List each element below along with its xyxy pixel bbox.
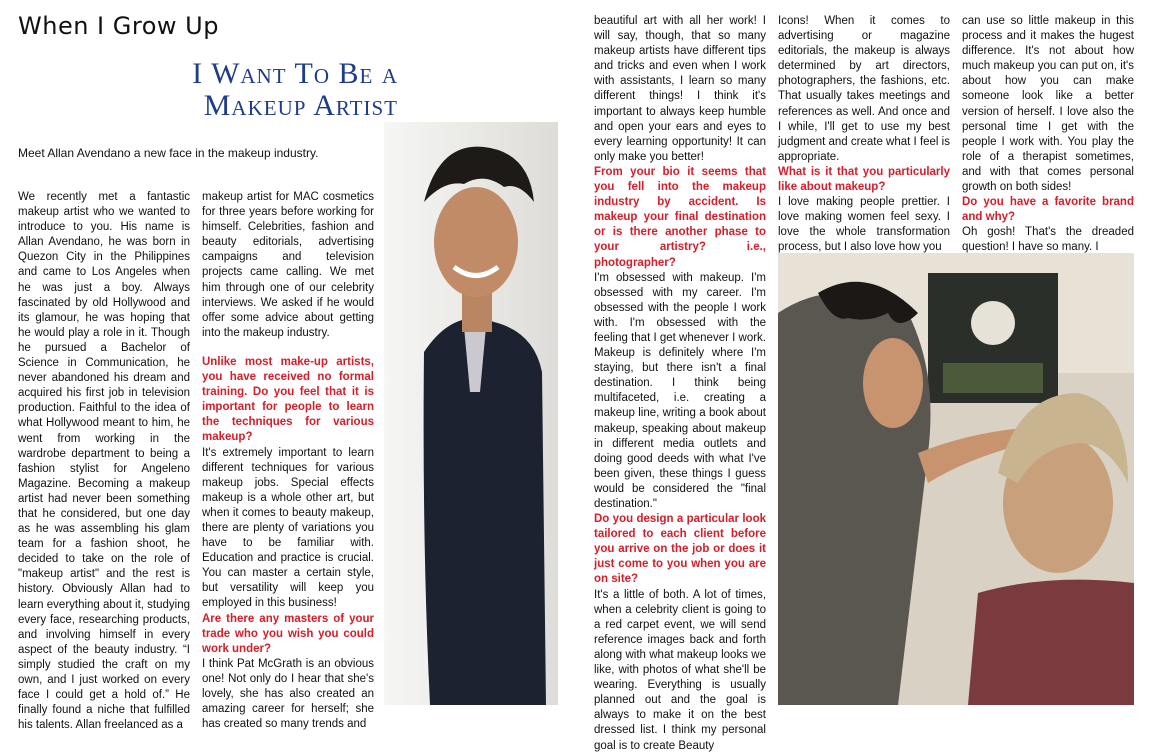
portrait-photo xyxy=(384,122,558,705)
interview-answer: It's extremely important to learn different techniques for various makeup jobs. Special effects makeup is a whole other art, but when it comes to beauty makeup, there are plenty of variations you have to be familiar with. Education and practice is crucial. You can master a certain style, but versatility will keep you employed in this business! xyxy=(202,446,374,610)
article-column-3 xyxy=(594,14,766,754)
section-label: When I Grow Up xyxy=(18,12,219,40)
interview-answer: Oh gosh! That's the dreaded question! I have so many. I xyxy=(962,226,1134,254)
body-paragraph: makeup artist for MAC cosmetics for three years before working for himself. Celebrities, fashion and beauty editorials, advertising campaigns and television projects came calling. We met him through one of our celebrity interviews. We asked if he would offer some advice about getting into the makeup industry. xyxy=(202,191,374,339)
body-paragraph: We recently met a fantastic makeup artist who we wanted to introduce to you. His name is Allan Avendano, he was born in Quezon City in the Philippines and came to Los Angeles when he was just a boy. Always fascinated by old Hollywood and its glamour, he was hoping that he would play a role in it. Though he pursued a Bachelor of Science in Communication, he never abandoned his dream and acquired his first job in television production. Faithful to the idea of what Hollywood meant to him, he went from working in the wardrobe department to being a fashion stylist for Angeleno Magazine. Becoming a makeup artist had never been something that he considered, but one day as he was assembling his glam team for a fashion shoot, he decided to take on the role of "makeup artist" and the rest is history. Obviously Allan had to learn everything about it, studying every face, researching products, and involving himself in every aspect of the beauty industry. “I simply studied the craft on my own, and I just worked on every face I could get a hold of.” He finally found a niche that fulfilled his talents. Allan freelanced as a xyxy=(18,191,190,732)
headline-line-1: I Want To Be a xyxy=(192,57,398,90)
interview-answer: I think Pat McGrath is an obvious one! Not only do I hear that she's lovely, she has also created an amazing career for herself; she has created so many trends and xyxy=(202,657,374,731)
intro-text: Meet Allan Avendano a new face in the makeup industry. xyxy=(18,146,319,160)
interview-answer: I love making people prettier. I love making women feel sexy. I love the whole transformation process, but I also love how you xyxy=(778,196,950,254)
interview-question: What is it that you particularly like about makeup? xyxy=(778,165,950,194)
interview-answer: It's a little of both. A lot of times, when a celebrity client is going to a red carpet event, we will send reference images back and forth along with what makeup looks we like, with photos of what she'll be wearing. Everything is usually planned out and the goal is always to make it on the best dressed list. I think my personal goal is to create Beauty xyxy=(594,588,766,752)
article-column-5 xyxy=(962,14,1134,256)
article-column-4 xyxy=(778,14,950,256)
makeup-session-photo xyxy=(778,253,1134,705)
interview-question: Do you have a favorite brand and why? xyxy=(962,196,1134,224)
interview-answer: I'm obsessed with makeup. I'm obsessed with my career. I'm obsessed with the people I work with. I'm obsessed with the feeling that I get whenever I work. Makeup is definitely where I'm staying, but there isn't a final destination. I think being multifaceted, i.e. creating a makeup line, writing a book about makeup, speaking about makeup in different media outlets and doing good deeds with what I've been given, these things I guess would be considered the "final destination." xyxy=(594,271,766,510)
article-column-1 xyxy=(18,190,190,733)
body-paragraph: beautiful art with all her work! I will say, though, that so many makeup artists have different tips and tricks and even when I work with assistants, I learn so many different things! I think it's important to always keep humble and open your ears and eyes to every learning opportunity! It can only make you better! xyxy=(594,15,766,163)
interview-question: From your bio it seems that you fell into the makeup industry by accident. Is makeup your final destination or is there another phase to your artistry? i.e., photographer? xyxy=(594,165,766,269)
body-paragraph: can use so little makeup in this process and it makes the hugest difference. It's not about how much makeup you can put on, it's about how you can make someone look like a better version of herself. I love also the personal time I get with the people I work with. You play the role of a therapist sometimes, and with that comes personal growth on both sides! xyxy=(962,15,1134,194)
interview-question: Unlike most make-up artists, you have received no formal training. Do you feel that it is important for people to learn the techniques for various makeup? xyxy=(202,355,374,444)
interview-question: Are there any masters of your trade who you wish you could work under? xyxy=(202,612,374,655)
article-column-2 xyxy=(202,190,374,732)
interview-question: Do you design a particular look tailored to each client before you arrive on the job or does it just come to you when you are on site? xyxy=(594,513,766,586)
body-paragraph: Icons! When it comes to advertising or magazine editorials, the makeup is always determined by art directors, photographers, the fashions, etc. That usually takes meetings and references as well. And once and I while, I'll get to use my best judgment and create what I feel is appropriate. xyxy=(778,15,950,163)
headline-line-2: Makeup Artist xyxy=(203,89,398,122)
article-headline xyxy=(150,58,398,122)
